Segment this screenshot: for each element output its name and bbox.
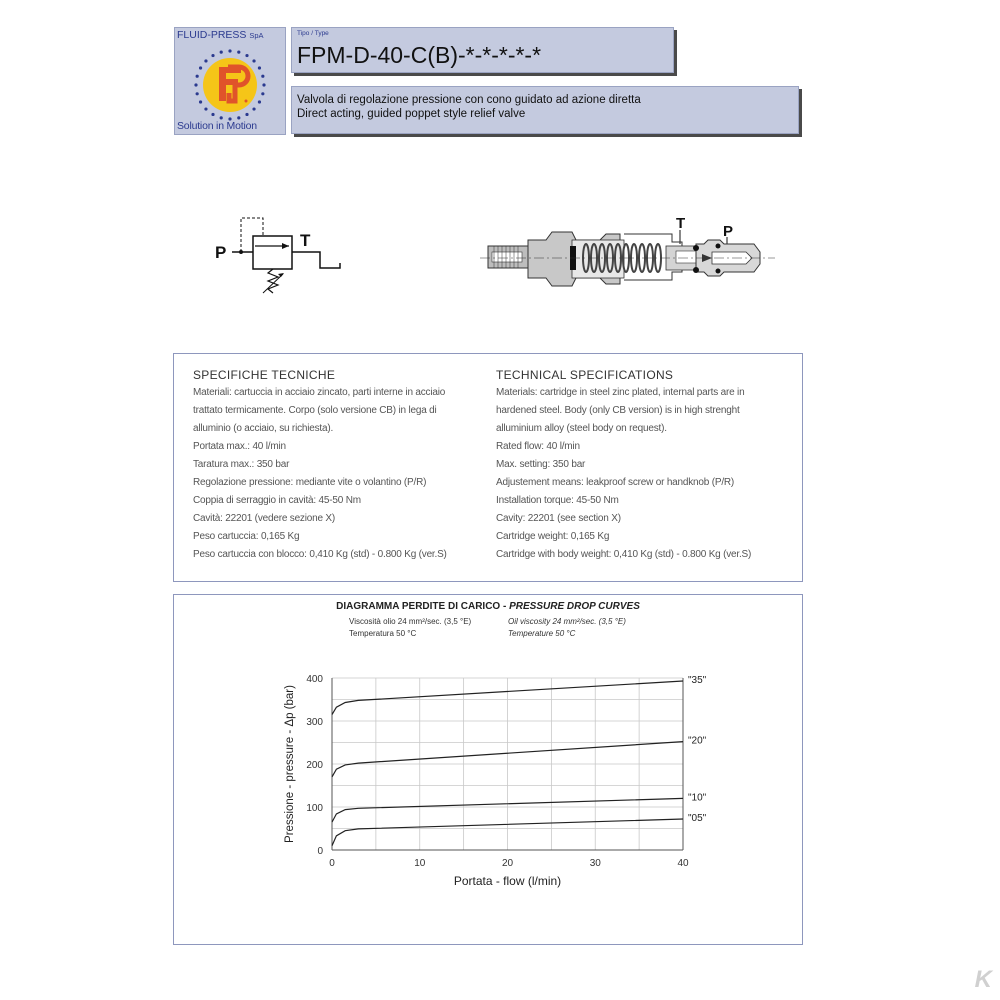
logo-star [220,116,223,119]
spec-it-line: Coppia di serraggio in cavità: 45-50 Nm [193,495,361,506]
chart-title: DIAGRAMMA PERDITE DI CARICO - PRESSURE DROP CURVES [336,601,640,612]
spec-en-line: Cavity: 22201 (see section X) [496,513,621,524]
series-label: "35" [688,675,707,687]
chart-conditions-it: Viscosità olio 24 mm²/sec. (3,5 °E) Temperatura 50 °C [349,617,472,638]
logo-star [199,100,202,103]
spec-it-line: Peso cartuccia con blocco: 0,410 Kg (std) - 0.800 Kg (ver.S) [193,549,447,560]
model-code: FPM-D-40-C(B)-*-*-*-*-* [297,42,542,68]
series-label: "10" [688,792,707,804]
description-it: Valvola di regolazione pressione con cono guidato ad azione diretta [297,94,641,106]
y-axis-label: Pressione - pressure - Δp (bar) [284,685,296,843]
logo-brand: FLUID-PRESS SpA [177,29,264,41]
logo-star [252,107,255,110]
logo-star [245,113,248,116]
spec-it-line: Taratura max.: 350 bar [193,459,290,470]
y-tick-label: 200 [306,760,323,771]
x-tick-label: 40 [677,858,689,869]
spec-en-line: Rated flow: 40 l/min [496,441,580,452]
technical-specifications-panel [173,353,803,582]
logo-star [261,92,264,95]
logo-star [211,54,214,57]
spec-it-line: Cavità: 22201 (vedere sezione X) [193,513,336,524]
description-en: Direct acting, guided poppet style relief valve [297,108,526,120]
pressure-drop-chart-panel [173,594,803,945]
logo-star [204,107,207,110]
logo-star [204,59,207,62]
spec-en-line: hardened steel. Body (only CB version) is in high strenght [496,405,740,416]
spec-en-line: Installation torque: 45-50 Nm [496,495,619,506]
x-tick-label: 20 [501,858,514,869]
series-label: "20" [688,735,707,747]
specs-en-heading: TECHNICAL SPECIFICATIONS [496,368,674,382]
logo-star [237,116,240,119]
symbol-label-t: T [300,231,311,250]
logo-star [261,75,264,78]
x-tick-label: 10 [414,858,426,869]
logo-star [199,66,202,69]
chart-conditions-en: Oil viscosity 24 mm²/sec. (3,5 °E) Temperature 50 °C [508,617,626,638]
x-tick-label: 30 [589,858,601,869]
spec-it-line: Materiali: cartuccia in acciaio zincato, parti interne in acciaio [193,387,446,398]
symbol-label-p: P [215,243,227,262]
y-tick-label: 300 [306,717,323,728]
logo-star [252,59,255,62]
spec-it-line: alluminio (o acciaio, su richiesta). [193,423,334,434]
logo-star [196,75,199,78]
y-tick-label: 100 [306,803,323,814]
specs-english-column [496,366,751,564]
logo-star [194,83,197,86]
section-label-p: P [723,223,734,240]
spec-it-line: Portata max.: 40 l/min [193,441,286,452]
type-label: Tipo / Type [297,30,329,37]
section-label-t: T [676,215,686,232]
description-box [291,86,799,134]
logo-star [245,54,248,57]
watermark-logo: K [974,966,992,993]
logo-star [258,100,261,103]
specs-it-heading: SPECIFICHE TECNICHE [193,368,336,382]
logo-star [237,51,240,54]
y-tick-label: 0 [317,846,323,857]
x-tick-label: 0 [329,858,335,869]
spec-en-line: alluminium alloy (steel body on request). [496,423,667,434]
model-header [291,27,674,73]
specs-italian-column [193,366,447,564]
logo-star [211,113,214,116]
logo-tagline: Solution in Motion [177,120,257,132]
fp-emblem-icon [190,45,270,125]
spec-it-line: trattato termicamente. Corpo (solo versione CB) in lega di [193,405,437,416]
company-logo [174,27,286,135]
spec-en-line: Adjustement means: leakproof screw or handknob (P/R) [496,477,735,488]
y-tick-label: 400 [306,674,323,685]
series-label: "05" [688,813,707,825]
spec-it-line: Peso cartuccia: 0,165 Kg [193,531,300,542]
spec-en-line: Cartridge weight: 0,165 Kg [496,531,610,542]
logo-star [258,66,261,69]
logo-star [196,92,199,95]
spec-en-line: Cartridge with body weight: 0,410 Kg (std) - 0.800 Kg (ver.S) [496,549,752,560]
x-axis-label: Portata - flow (l/min) [453,874,562,888]
logo-star [262,83,265,86]
logo-star [220,51,223,54]
spec-en-line: Max. setting: 350 bar [496,459,586,470]
pressure-drop-plot [174,595,802,944]
hydraulic-symbol-diagram [205,210,350,305]
spec-it-line: Regolazione pressione: mediante vite o volantino (P/R) [193,477,427,488]
spec-en-line: Materials: cartridge in steel zinc plated, internal parts are in [496,387,745,398]
logo-star [228,49,231,52]
cartridge-section-drawing [480,210,780,300]
